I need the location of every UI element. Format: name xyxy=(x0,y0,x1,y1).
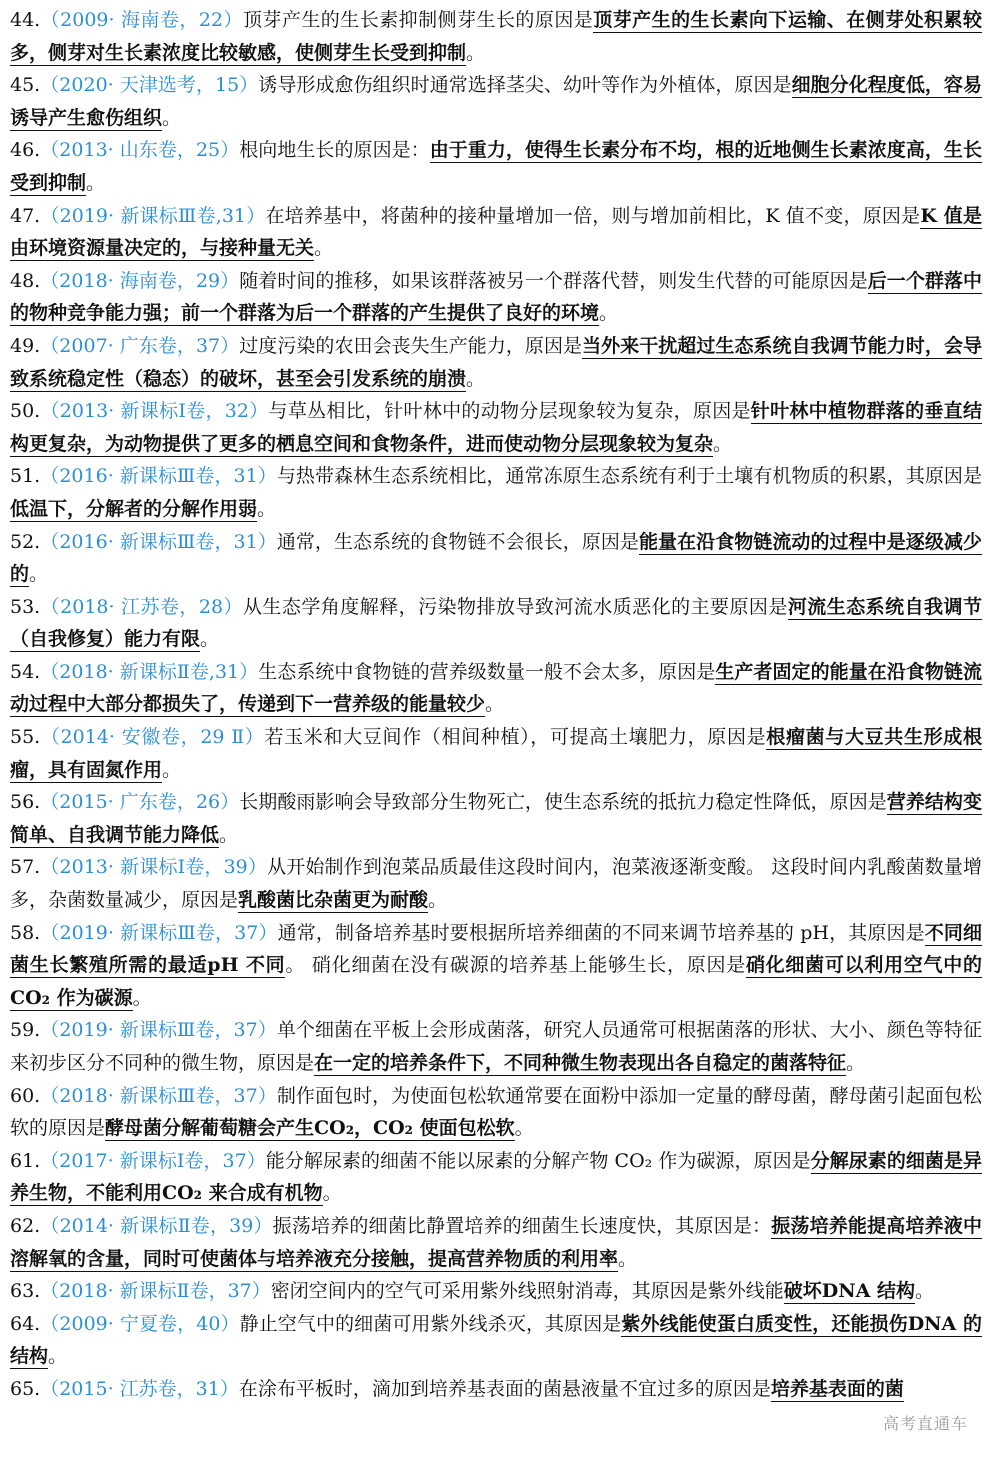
item-answer: 酵母菌分解葡萄糖会产生CO₂，CO₂ 使面包松软 xyxy=(105,1117,515,1140)
item-source: （2016· 新课标Ⅲ卷，31） xyxy=(40,465,277,488)
item-end: 。 xyxy=(466,41,486,64)
item-question: 过度污染的农田会丧失生产能力，原因是 xyxy=(239,334,583,357)
item-end: 。 xyxy=(257,497,277,520)
item-source: （2015· 广东卷，26） xyxy=(40,791,240,814)
item-source: （2013· 新课标Ⅰ卷，39） xyxy=(40,856,268,879)
item-source: （2015· 江苏卷，31） xyxy=(40,1377,239,1400)
question-item xyxy=(10,4,982,69)
item-number: 51. xyxy=(10,465,41,488)
item-question: 从生态学角度解释，污染物排放导致河流水质恶化的主要原因是 xyxy=(242,595,788,618)
question-item xyxy=(10,591,982,656)
item-number: 47. xyxy=(10,204,41,227)
item-question: 在培养基中，将菌种的接种量增加一倍，则与增加前相比，K 值不变，原因是 xyxy=(265,204,921,227)
item-answer: 在一定的培养条件下，不同种微生物表现出各自稳定的菌落特征 xyxy=(314,1052,847,1074)
item-answer: 振荡培养能提高培养液中溶解氧的含量，同时可使菌体与培养液充分接触，提高营养物质的利用率 xyxy=(10,1214,982,1270)
item-answer: 由于重力，使得生长素分布不均，根的近地侧生长素浓度高，生长受到抑制 xyxy=(10,139,982,194)
item-number: 60. xyxy=(10,1084,41,1107)
item-answer: 不同细菌生长繁殖所需的最适pH 不同 xyxy=(10,921,982,977)
item-question: 密闭空间内的空气可采用紫外线照射消毒，其原因是紫外线能 xyxy=(270,1280,784,1303)
question-item xyxy=(10,1014,982,1079)
item-source: （2009· 海南卷，22） xyxy=(40,9,243,31)
item-question: 制作面包时，为使面包松软通常要在面粉中添加一定量的酵母菌，酵母菌引起面包松软的原因是 xyxy=(10,1084,982,1140)
item-source: （2014· 安徽卷，29 Ⅱ） xyxy=(40,726,265,749)
item-end: 。 xyxy=(914,1280,934,1303)
item-source: （2019· 新课标Ⅲ卷，37） xyxy=(40,921,278,944)
item-answer: K 值是由环境资源量决定的，与接种量无关 xyxy=(10,204,982,260)
item-answer: 细胞分化程度低，容易诱导产生愈伤组织 xyxy=(10,74,982,129)
item-number: 46. xyxy=(10,139,41,162)
item-answer: 当外来干扰超过生态系统自我调节能力时，会导致系统稳定性（稳态）的破坏，甚至会引发系统的崩溃 xyxy=(10,334,982,390)
question-item xyxy=(10,1210,982,1275)
item-answer: 营养结构变简单、自我调节能力降低 xyxy=(10,791,982,846)
item-question: 根向地生长的原因是： xyxy=(239,139,430,162)
item-source: （2013· 山东卷，25） xyxy=(40,139,240,162)
item-answer: 河流生态系统自我调节（自我修复）能力有限 xyxy=(10,595,982,651)
item-source: （2019· 新课标Ⅲ卷,31） xyxy=(40,204,266,227)
item-end: 。 xyxy=(132,986,152,1009)
item-end: 。 xyxy=(219,823,239,846)
item-answer: 紫外线能使蛋白质变性，还能损伤DNA 的结构 xyxy=(10,1312,982,1368)
item-question: 静止空气中的细菌可用紫外线杀灭，其原因是 xyxy=(239,1312,622,1335)
item-answer: 破坏DNA 结构 xyxy=(783,1280,915,1303)
item-answer: 生产者固定的能量在沿食物链流动过程中大部分都损失了，传递到下一营养级的能量较少 xyxy=(10,660,982,716)
item-end: 。 xyxy=(200,628,220,651)
item-number: 48. xyxy=(10,269,41,292)
item-question: 通常，生态系统的食物链不会很长，原因是 xyxy=(276,530,639,553)
question-item xyxy=(10,1373,982,1406)
item-question: 随着时间的推移，如果该群落被另一个群落代替，则发生代替的可能原因是 xyxy=(239,269,868,292)
item-end: 。 xyxy=(514,1117,534,1140)
item-number: 52. xyxy=(10,530,41,553)
question-item xyxy=(10,721,982,786)
question-item xyxy=(10,526,982,591)
item-end: 。 xyxy=(599,302,619,325)
item-question: 若玉米和大豆间作（相间种植），可提高土壤肥力，原因是 xyxy=(264,726,767,749)
item-source: （2018· 新课标Ⅲ卷，37） xyxy=(40,1084,277,1107)
item-end: 。 xyxy=(428,889,448,912)
item-number: 55. xyxy=(10,726,41,749)
item-number: 57. xyxy=(10,856,41,879)
item-question: 顶芽产生的生长素抑制侧芽生长的原因是 xyxy=(242,9,594,31)
item-end: 。 xyxy=(322,1182,342,1205)
item-number: 62. xyxy=(10,1214,41,1237)
item-number: 49. xyxy=(10,334,41,357)
item-number: 53. xyxy=(10,595,41,618)
question-item xyxy=(10,395,982,460)
item-answer: 针叶林中植物群落的垂直结构更复杂，为动物提供了更多的栖息空间和食物条件，进而使动物分层现象较为复杂 xyxy=(10,400,982,455)
item-answer-2: 硝化细菌可以利用空气中的CO₂ 作为碳源 xyxy=(10,954,982,1009)
item-end: 。 xyxy=(485,693,505,716)
question-item xyxy=(10,134,982,199)
item-answer: 分解尿素的细菌是异养生物，不能利用CO₂ 来合成有机物 xyxy=(10,1149,982,1205)
item-end: 。 xyxy=(846,1052,866,1074)
item-question: 通常，制备培养基时要根据所培养细菌的不同来调节培养基的 pH，其原因是 xyxy=(277,921,925,944)
item-question: 能分解尿素的细菌不能以尿素的分解产物 CO₂ 作为碳源，原因是 xyxy=(265,1149,811,1172)
question-item xyxy=(10,265,982,330)
item-question-2: 。 硝化细菌在没有碳源的培养基上能够生长，原因是 xyxy=(285,954,746,977)
question-item xyxy=(10,656,982,721)
item-number: 44. xyxy=(10,9,41,31)
item-question: 诱导形成愈伤组织时通常选择茎尖、幼叶等作为外植体，原因是 xyxy=(258,74,792,97)
question-item xyxy=(10,200,982,265)
item-source: （2018· 江苏卷，28） xyxy=(40,595,243,618)
item-source: （2007· 广东卷，37） xyxy=(40,334,240,357)
question-item xyxy=(10,1145,982,1210)
item-end: 。 xyxy=(86,171,106,194)
item-end: 。 xyxy=(618,1247,638,1270)
item-question: 与草丛相比，针叶林中的动物分层现象较为复杂，原因是 xyxy=(268,400,751,423)
item-question: 长期酸雨影响会导致部分生物死亡，使生态系统的抵抗力稳定性降低，原因是 xyxy=(239,791,887,814)
item-question: 在涂布平板时，滴加到培养基表面的菌悬液量不宜过多的原因是 xyxy=(238,1377,771,1400)
item-source: （2017· 新课标Ⅰ卷，37） xyxy=(40,1149,266,1172)
item-answer: 培养基表面的菌 xyxy=(770,1377,904,1400)
question-item xyxy=(10,851,982,916)
item-question: 单个细菌在平板上会形成菌落，研究人员通常可根据菌落的形状、大小、颜色等特征来初步区分不同种的微生物，原因是 xyxy=(10,1019,982,1074)
item-number: 64. xyxy=(10,1312,41,1335)
item-answer: 乳酸菌比杂菌更为耐酸 xyxy=(238,889,429,912)
item-question: 生态系统中食物链的营养级数量一般不会太多，原因是 xyxy=(258,660,716,683)
item-number: 56. xyxy=(10,791,41,814)
question-item xyxy=(10,1275,982,1308)
item-source: （2016· 新课标Ⅲ卷，31） xyxy=(40,530,277,553)
item-source: （2014· 新课标Ⅱ卷，39） xyxy=(40,1214,273,1237)
item-source: （2019· 新课标Ⅲ卷，37） xyxy=(40,1019,277,1042)
item-end: 。 xyxy=(29,563,49,586)
item-number: 61. xyxy=(10,1149,41,1172)
item-source: （2013· 新课标Ⅰ卷，32） xyxy=(40,400,269,423)
item-number: 65. xyxy=(10,1377,41,1400)
item-source: （2018· 新课标Ⅱ卷,31） xyxy=(40,660,259,683)
question-item xyxy=(10,1080,982,1145)
question-item xyxy=(10,786,982,851)
item-question: 从开始制作到泡菜品质最佳这段时间内，泡菜液逐渐变酸。 这段时间内乳酸菌数量增多，杂菌数量减少，原因是 xyxy=(10,856,982,912)
item-end: 。 xyxy=(466,367,486,390)
question-item xyxy=(10,917,982,1015)
item-end: 。 xyxy=(48,1345,68,1368)
item-end: 。 xyxy=(713,432,733,455)
item-answer: 顶芽产生的生长素向下运输、在侧芽处积累较多，侧芽对生长素浓度比较敏感，使侧芽生长受到抑制 xyxy=(10,9,982,64)
item-answer: 能量在沿食物链流动的过程中是逐级减少的 xyxy=(10,530,982,586)
question-item xyxy=(10,330,982,395)
item-end: 。 xyxy=(162,106,182,129)
item-answer: 后一个群落中的物种竞争能力强；前一个群落为后一个群落的产生提供了良好的环境 xyxy=(10,269,982,325)
item-answer: 根瘤菌与大豆共生形成根瘤，具有固氮作用 xyxy=(10,726,982,781)
item-source: （2020· 天津选考，15） xyxy=(40,74,259,97)
item-question: 振荡培养的细菌比静置培养的细菌生长速度快，其原因是： xyxy=(272,1214,772,1237)
question-item xyxy=(10,460,982,525)
item-number: 59. xyxy=(10,1019,41,1042)
item-source: （2009· 宁夏卷，40） xyxy=(40,1312,240,1335)
item-number: 63. xyxy=(10,1280,41,1303)
item-question: 与热带森林生态系统相比，通常冻原生态系统有利于土壤有机物质的积累，其原因是 xyxy=(276,465,982,488)
item-answer: 低温下，分解者的分解作用弱 xyxy=(10,497,258,520)
question-item xyxy=(10,1308,982,1373)
item-end: 。 xyxy=(314,237,334,260)
item-number: 50. xyxy=(10,400,41,423)
item-end: 。 xyxy=(162,758,182,781)
item-source: （2018· 海南卷，29） xyxy=(40,269,240,292)
item-number: 58. xyxy=(10,921,41,944)
item-source: （2018· 新课标Ⅱ卷，37） xyxy=(40,1280,271,1303)
watermark: 高考直通车 xyxy=(882,1414,968,1433)
item-number: 45. xyxy=(10,74,41,97)
item-number: 54. xyxy=(10,660,41,683)
question-item xyxy=(10,69,982,134)
